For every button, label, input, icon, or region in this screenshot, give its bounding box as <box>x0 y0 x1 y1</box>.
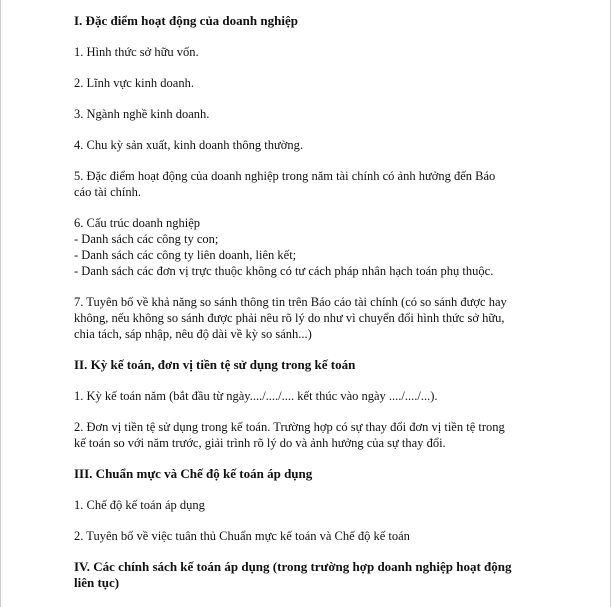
section-heading-1: I. Đặc điểm hoạt động của doanh nghiệp <box>74 13 298 28</box>
paragraph-line: - Danh sách các đơn vị trực thuộc không có tư cách pháp nhân hạch toán phụ thuộc. <box>74 264 494 278</box>
paragraph-line: 7. Tuyên bố về khả năng so sánh thông tin trên Báo cáo tài chính (có so sánh được hay <box>74 295 507 309</box>
paragraph-line: 2. Đơn vị tiền tệ sử dụng trong kế toán. Trường hợp có sự thay đổi đơn vị tiền tệ trong <box>74 420 505 434</box>
paragraph-line: không, nếu không so sánh được phải nêu rõ lý do như vì chuyển đổi hình thức sở hữu, <box>74 311 505 325</box>
list-item: 1. Hình thức sở hữu vốn. <box>74 45 199 59</box>
list-item: 2. Tuyên bố về việc tuân thủ Chuẩn mực kế toán và Chế độ kế toán <box>74 529 410 543</box>
paragraph-line: 5. Đặc điểm hoạt động của doanh nghiệp trong năm tài chính có ảnh hưởng đến Báo <box>74 169 496 183</box>
list-item: 4. Chu kỳ sản xuất, kinh doanh thông thường. <box>74 138 303 152</box>
list-item: 2. Lĩnh vực kinh doanh. <box>74 76 194 90</box>
paragraph-line: - Danh sách các công ty con; <box>74 232 219 246</box>
paragraph-item-6 <box>74 215 574 279</box>
section-heading-3: III. Chuẩn mực và Chế độ kế toán áp dụng <box>74 466 313 481</box>
list-item: 1. Kỳ kế toán năm (bắt đầu từ ngày..../..../.... kết thúc vào ngày ..../..../...). <box>74 389 438 403</box>
paragraph-line: kế toán so với năm trước, giải trình rõ lý do và ảnh hưởng của sự thay đổi. <box>74 436 446 450</box>
heading-line: liên tục) <box>74 575 120 590</box>
paragraph-line: - Danh sách các công ty liên doanh, liên kết; <box>74 248 297 262</box>
paragraph-line: 6. Cấu trúc doanh nghiệp <box>74 216 201 230</box>
paragraph-line: chia tách, sáp nhập, nêu độ dài về kỳ so sánh...) <box>74 327 312 341</box>
paragraph-item-2 <box>74 419 574 451</box>
document-content <box>74 13 574 591</box>
section-heading-2: II. Kỳ kế toán, đơn vị tiền tệ sử dụng trong kế toán <box>74 357 356 372</box>
paragraph-item-5 <box>74 168 574 200</box>
paragraph-item-7 <box>74 294 574 342</box>
heading-line: IV. Các chính sách kế toán áp dụng (trong trường hợp doanh nghiệp hoạt động <box>74 559 512 574</box>
list-item: 3. Ngành nghề kinh doanh. <box>74 107 210 121</box>
list-item: 1. Chế độ kế toán áp dụng <box>74 498 205 512</box>
section-heading-4 <box>74 559 574 591</box>
paragraph-line: cáo tài chính. <box>74 185 141 199</box>
